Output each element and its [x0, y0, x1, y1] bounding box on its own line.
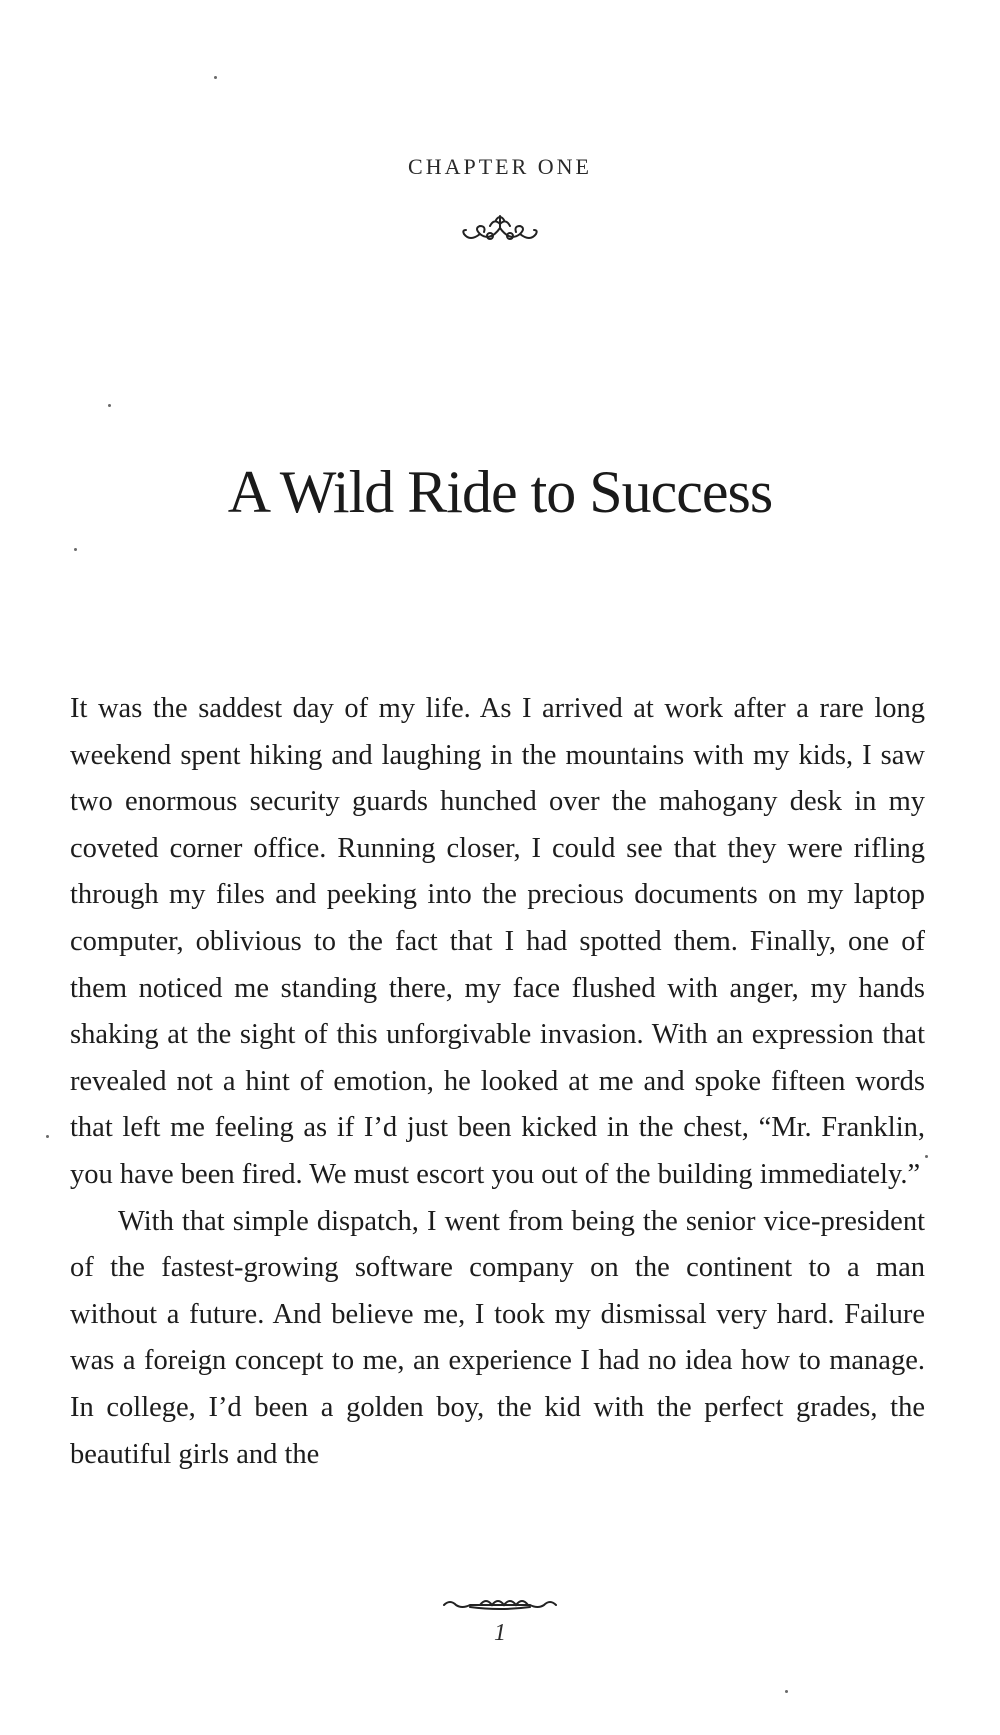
print-speck	[74, 548, 77, 551]
paragraph: With that simple dispatch, I went from being the senior vice-president of the fastest-growing software company on the continent to a man without a future. And believe me, I took my dismissal very hard. Failure was a foreign concept to me, an experience I had no idea how to manage. In college, I’d been a golden boy, the kid with the perfect grades, the beautiful girls and the	[70, 1205, 925, 1470]
body-text	[70, 686, 925, 1478]
paragraph: It was the saddest day of my life. As I arrived at work after a rare long weekend spent hiking and laughing in the mountains with my kids, I saw two enormous security guards hunched over the mahogany desk in my coveted corner office. Running closer, I could see that they were rifling through my files and peeking into the precious documents on my laptop computer, oblivious to the fact that I had spotted them. Finally, one of them noticed me standing there, my face flushed with anger, my hands shaking at the sight of this unforgivable invasion. With an expression that revealed not a hint of emotion, he looked at me and spoke fifteen words that left me feeling as if I’d just been kicked in the chest, “Mr. Franklin, you have been fired. We must escort you out of the building immediately.”	[70, 693, 925, 1190]
page-number: 1	[494, 1620, 506, 1646]
print-speck	[785, 1690, 788, 1693]
scroll-ornament-icon	[440, 1595, 560, 1613]
print-speck	[214, 76, 217, 79]
print-speck	[46, 1135, 49, 1138]
print-speck	[108, 404, 111, 407]
chapter-label: CHAPTER ONE	[408, 154, 592, 179]
print-speck	[925, 1155, 928, 1158]
floral-ornament-icon	[460, 212, 540, 246]
chapter-title: A Wild Ride to Success	[227, 459, 773, 525]
